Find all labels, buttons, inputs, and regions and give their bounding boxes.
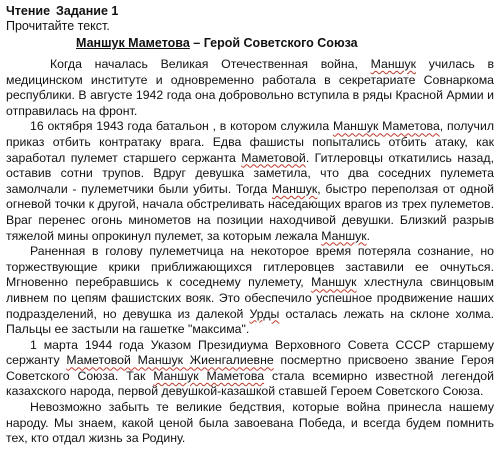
paragraph <box>6 400 494 447</box>
paragraph-text: , быстро переползая от одной огневой точки к другой, начала обстреливать наседающих врагов из трех пулеметов. Враг перенес огонь минометов на позиции находчивой девушки. Близкий разрыв тяжелой мины опрокинул пулемет, за которым лежала <box>6 181 494 243</box>
task-heading <box>6 4 494 19</box>
body-text <box>6 57 494 447</box>
paragraph-text: . Гитлеровцы откатились назад, оставив сотни трупов. Вдруг девушка заметила, что два соседних пулемета замолчали - пулеметчики были убиты. Тогда <box>6 150 494 196</box>
paragraph-text: Раненная в голову пулеметчица на некоторое время потеряла сознание, но торжествующие крики приближающихся гитлеровцев заставили ее очнуться. Мгновенно перебравшись к соседнему пулемету, <box>6 244 494 290</box>
paragraph-text: хлестнула свинцовым ливнем по цепям фашистских вояк. Это обеспечило успешное продвижение наших подразделений, но девушка из далекой <box>6 275 494 321</box>
spellcheck-word: Маншук <box>370 57 416 71</box>
paragraph <box>6 57 494 119</box>
paragraph-text: училась в медицинском институте и одновременно работала в секретариате Совнаркома республики. В августе 1942 года она добровольно вступила в ряды Красной Армии и отправилась на фронт. <box>6 57 494 118</box>
text-title <box>6 35 494 51</box>
spellcheck-word: Маншук <box>311 275 357 290</box>
spellcheck-word: Маметовой Маншук Жиенгалиевне <box>66 353 274 368</box>
instruction: Прочитайте текст. <box>6 19 110 33</box>
paragraph-text: , получил приказ отбить контратаку врага. Едва фашисты попытались отбить атаку, как заработал пулемет старшего сержанта <box>6 119 494 165</box>
spellcheck-word: Маншук Маметова <box>332 119 440 134</box>
paragraph-text: посмертно присвоено звание Героя Советского Союза. Так <box>6 353 494 383</box>
paragraph <box>6 338 494 400</box>
heading-task: Задание 1 <box>56 4 119 18</box>
paragraph-text: осталась лежать на склоне холма. Пальцы ее застыли на гашетке "максима". <box>6 306 494 337</box>
paragraph-text: . <box>366 228 371 243</box>
paragraph <box>6 119 494 244</box>
paragraph <box>6 244 494 338</box>
spellcheck-word: Маншук <box>321 228 367 243</box>
paragraph-text: стала всемирно известной легендой казахского народа, первой девушкой-казашкой ставшей Героем Советского Союза. <box>6 368 494 399</box>
paragraph-text: 16 октября 1943 года батальон , в котором служила <box>30 119 333 134</box>
paragraph-text: Невозможно забыть те великие бедствия, которые война принесла нашему народу. Мы знаем, какой ценой была завоевана Победа, и всегда будем помнить тех, кто отдал жизнь за Родину. <box>6 400 494 446</box>
spellcheck-word: Урды <box>249 306 280 321</box>
spellcheck-word: Маншук Маметова <box>153 368 265 383</box>
paragraph-text: 1 марта 1944 года Указом Президиума Верховного Совета СССР старшему сержанту <box>6 337 494 368</box>
spellcheck-word: Маметовой <box>241 150 306 165</box>
paragraph-text: Когда началась Великая Отечественная война, <box>50 57 371 71</box>
spellcheck-word: Маншук <box>271 181 318 196</box>
heading-reading: Чтение <box>6 4 51 18</box>
title-rest: – Герой Советского Союза <box>189 36 358 50</box>
title-name: Маншук Маметова <box>76 36 190 50</box>
